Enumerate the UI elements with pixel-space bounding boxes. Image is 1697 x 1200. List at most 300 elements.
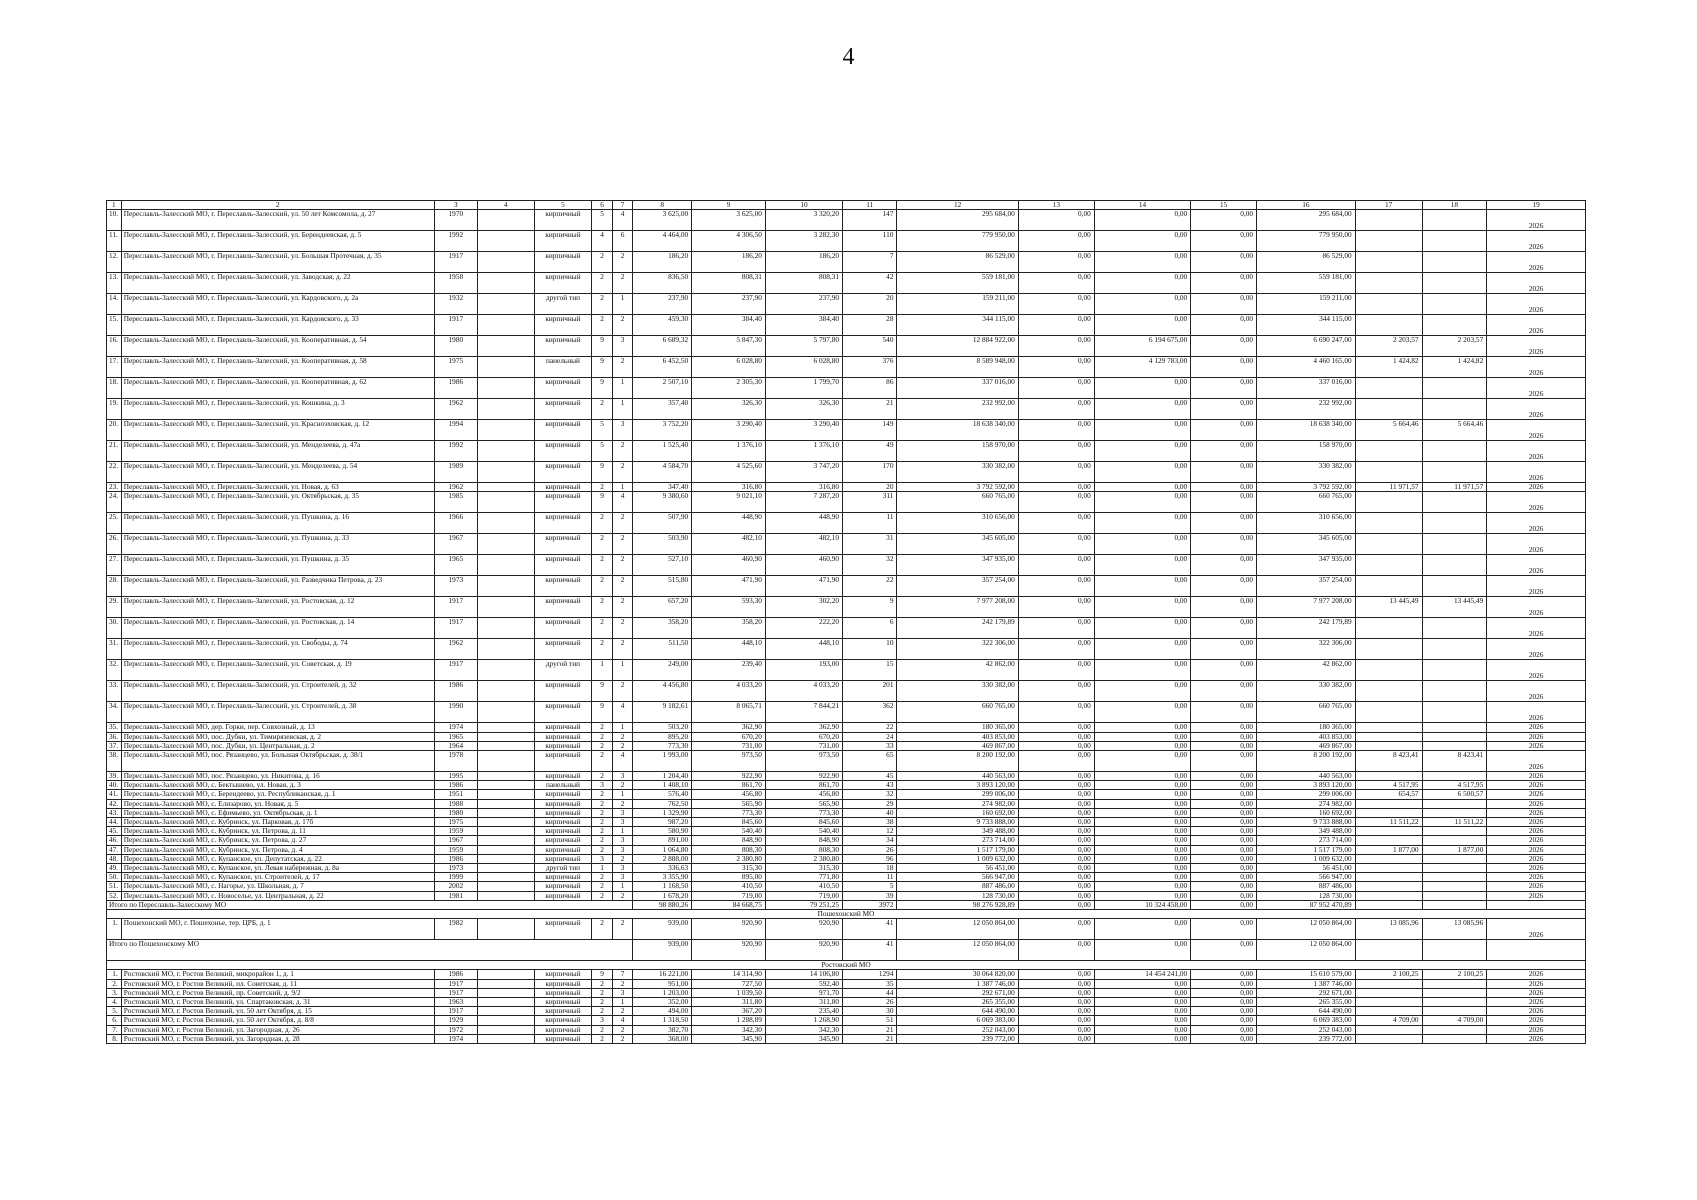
value-cell: 503,90 <box>633 534 692 555</box>
section-title: Ростовский МО <box>107 961 1586 970</box>
value-cell: 5 847,30 <box>692 336 766 357</box>
value-cell: 0,00 <box>1018 555 1094 576</box>
subtotal-cell: 12 050 864,00 <box>1257 940 1356 961</box>
value-cell: 592,40 <box>765 979 842 988</box>
value-cell: 2 203,57 <box>1355 336 1422 357</box>
year-cell: 1980 <box>434 336 477 357</box>
wall-material-cell: кирпичный <box>534 597 592 618</box>
table-body <box>107 210 1586 1044</box>
year-cell: 1973 <box>434 864 477 873</box>
value-cell: 808,30 <box>765 845 842 854</box>
value-cell: 33 <box>843 741 897 750</box>
wall-material-cell: кирпичный <box>534 1025 592 1034</box>
year-cell: 1992 <box>434 231 477 252</box>
table-row <box>107 618 1586 639</box>
value-cell: 4 464,00 <box>633 231 692 252</box>
value-cell: 159 211,00 <box>897 294 1018 315</box>
empty-cell <box>1487 940 1586 961</box>
value-cell: 0,00 <box>1018 534 1094 555</box>
value-cell: 11 971,57 <box>1422 483 1487 492</box>
empty-cell <box>477 681 534 702</box>
value-cell: 0,00 <box>1018 845 1094 854</box>
value-cell <box>1422 979 1487 988</box>
value-cell <box>1422 210 1487 231</box>
row-number: 49. <box>107 864 122 873</box>
floors-cell: 2 <box>592 294 612 315</box>
empty-cell <box>477 336 534 357</box>
value-cell: 0,00 <box>1094 836 1190 845</box>
address-cell: Переславль-Залесский МО, пос. Дубки, ул. Тимирязевская, д. 2 <box>121 732 434 741</box>
row-number: 32. <box>107 660 122 681</box>
column-number-header: 7 <box>612 201 632 210</box>
wall-material-cell: кирпичный <box>534 555 592 576</box>
value-cell: 660 765,00 <box>897 492 1018 513</box>
empty-cell <box>477 741 534 750</box>
value-cell: 0,00 <box>1018 597 1094 618</box>
empty-cell <box>477 781 534 790</box>
value-cell: 0,00 <box>1018 513 1094 534</box>
value-cell: 0,00 <box>1018 919 1094 940</box>
wall-material-cell: кирпичный <box>534 979 592 988</box>
value-cell: 149 <box>843 420 897 441</box>
value-cell: 471,90 <box>765 576 842 597</box>
year-cell: 1994 <box>434 420 477 441</box>
row-number: 46. <box>107 836 122 845</box>
value-cell: 0,00 <box>1094 420 1190 441</box>
value-cell: 21 <box>843 1034 897 1043</box>
value-cell: 3 282,30 <box>765 231 842 252</box>
row-number: 48. <box>107 854 122 863</box>
value-cell: 273 714,00 <box>1257 836 1356 845</box>
value-cell: 2 305,30 <box>692 378 766 399</box>
floors-cell: 2 <box>592 1007 612 1016</box>
value-cell: 26 <box>843 998 897 1007</box>
value-cell: 0,00 <box>1191 854 1257 863</box>
value-cell: 42 862,00 <box>1257 660 1356 681</box>
address-cell: Переславль-Залесский МО, с. Кубринск, ул. Парковая, д. 17б <box>121 818 434 827</box>
value-cell: 147 <box>843 210 897 231</box>
year-cell: 1959 <box>434 845 477 854</box>
value-cell: 384,40 <box>692 315 766 336</box>
value-cell: 6 028,80 <box>692 357 766 378</box>
column-number-header: 11 <box>843 201 897 210</box>
value-cell: 922,90 <box>692 772 766 781</box>
value-cell: 0,00 <box>1191 808 1257 817</box>
value-cell: 0,00 <box>1191 864 1257 873</box>
value-cell <box>1422 462 1487 483</box>
value-cell: 0,00 <box>1191 1034 1257 1043</box>
empty-cell <box>477 854 534 863</box>
value-cell: 0,00 <box>1191 919 1257 940</box>
floors-cell: 2 <box>592 399 612 420</box>
value-cell: 315,30 <box>692 864 766 873</box>
value-cell: 0,00 <box>1094 919 1190 940</box>
column-number-header: 17 <box>1355 201 1422 210</box>
wall-material-cell: кирпичный <box>534 891 592 900</box>
value-cell: 3 752,20 <box>633 420 692 441</box>
floors-cell: 2 <box>592 818 612 827</box>
row-number: 12. <box>107 252 122 273</box>
empty-cell <box>1355 900 1422 909</box>
value-cell: 21 <box>843 399 897 420</box>
value-cell: 56 451,00 <box>1257 864 1356 873</box>
address-cell: Переславль-Залесский МО, с. Новоселье, ул. Центральная, д. 22 <box>121 891 434 900</box>
value-cell: 0,00 <box>1094 210 1190 231</box>
address-cell: Пошехонский МО, г. Пошехонье, тер. ЦРБ, д. 1 <box>121 919 434 940</box>
wall-material-cell: кирпичный <box>534 618 592 639</box>
value-cell: 22 <box>843 723 897 732</box>
subtotal-cell: 939,00 <box>633 940 692 961</box>
value-cell: 29 <box>843 799 897 808</box>
year-cell: 1981 <box>434 891 477 900</box>
value-cell: 773,30 <box>765 808 842 817</box>
floors-cell: 2 <box>592 808 612 817</box>
deadline-cell: 2026 <box>1487 597 1586 618</box>
address-cell: Переславль-Залесский МО, г. Переславль-Залесский, ул. Кошкина, д. 3 <box>121 399 434 420</box>
floors-cell: 5 <box>592 441 612 462</box>
floors-cell: 2 <box>592 799 612 808</box>
floors-cell: 2 <box>592 732 612 741</box>
value-cell <box>1355 882 1422 891</box>
table-row <box>107 441 1586 462</box>
value-cell: 727,50 <box>692 979 766 988</box>
row-number: 44. <box>107 818 122 827</box>
value-cell: 440 563,00 <box>897 772 1018 781</box>
year-cell: 1929 <box>434 1016 477 1025</box>
value-cell: 1 318,50 <box>633 1016 692 1025</box>
value-cell: 559 181,00 <box>1257 273 1356 294</box>
empty-cell <box>1422 940 1487 961</box>
address-cell: Переславль-Залесский МО, г. Переславль-Залесский, ул. Заводская, д. 22 <box>121 273 434 294</box>
value-cell <box>1422 639 1487 660</box>
empty-cell <box>477 273 534 294</box>
row-number: 23. <box>107 483 122 492</box>
year-cell: 1917 <box>434 315 477 336</box>
subtotal-cell: 0,00 <box>1018 900 1094 909</box>
wall-material-cell: кирпичный <box>534 681 592 702</box>
wall-material-cell: кирпичный <box>534 576 592 597</box>
value-cell: 311,80 <box>765 998 842 1007</box>
value-cell: 1 387 746,00 <box>897 979 1018 988</box>
deadline-cell: 2026 <box>1487 252 1586 273</box>
value-cell: 0,00 <box>1094 845 1190 854</box>
value-cell: 322 306,00 <box>1257 639 1356 660</box>
address-cell: Переславль-Залесский МО, пос. Рязанцево, ул. Никитова, д. 16 <box>121 772 434 781</box>
value-cell: 4 033,20 <box>765 681 842 702</box>
address-cell: Переславль-Залесский МО, г. Переславль-Залесский, ул. Кооперативная, д. 62 <box>121 378 434 399</box>
value-cell: 237,90 <box>765 294 842 315</box>
value-cell: 0,00 <box>1191 781 1257 790</box>
row-number: 42. <box>107 799 122 808</box>
value-cell: 0,00 <box>1094 378 1190 399</box>
value-cell: 180 365,00 <box>897 723 1018 732</box>
value-cell <box>1422 681 1487 702</box>
column-number-header: 14 <box>1094 201 1190 210</box>
value-cell: 4 460 165,00 <box>1257 357 1356 378</box>
floors-cell: 2 <box>592 618 612 639</box>
table-row <box>107 336 1586 357</box>
empty-cell <box>477 492 534 513</box>
wall-material-cell: кирпичный <box>534 336 592 357</box>
value-cell <box>1422 891 1487 900</box>
entrances-cell: 4 <box>612 751 632 772</box>
value-cell: 515,80 <box>633 576 692 597</box>
value-cell: 16 221,00 <box>633 970 692 979</box>
entrances-cell: 2 <box>612 919 632 940</box>
value-cell: 922,90 <box>765 772 842 781</box>
empty-cell <box>477 357 534 378</box>
value-cell: 180 365,00 <box>1257 723 1356 732</box>
deadline-cell: 2026 <box>1487 315 1586 336</box>
column-number-header: 2 <box>121 201 434 210</box>
value-cell: 86 529,00 <box>1257 252 1356 273</box>
value-cell: 11 971,57 <box>1355 483 1422 492</box>
value-cell: 39 <box>843 891 897 900</box>
address-cell: Переславль-Залесский МО, г. Переславль-Залесский, ул. Пушкина, д. 35 <box>121 555 434 576</box>
value-cell: 5 664,46 <box>1355 420 1422 441</box>
deadline-cell: 2026 <box>1487 1025 1586 1034</box>
value-cell: 24 <box>843 732 897 741</box>
entrances-cell: 1 <box>612 882 632 891</box>
table-row <box>107 891 1586 900</box>
deadline-cell: 2026 <box>1487 818 1586 827</box>
empty-cell <box>477 808 534 817</box>
wall-material-cell: кирпичный <box>534 732 592 741</box>
year-cell: 1958 <box>434 273 477 294</box>
empty-cell <box>477 891 534 900</box>
table-row <box>107 576 1586 597</box>
value-cell: 128 730,00 <box>897 891 1018 900</box>
value-cell: 51 <box>843 1016 897 1025</box>
floors-cell: 1 <box>592 864 612 873</box>
value-cell: 252 043,00 <box>1257 1025 1356 1034</box>
address-cell: Переславль-Залесский МО, с. Берендеево, ул. Республиканская, д. 1 <box>121 790 434 799</box>
row-number: 28. <box>107 576 122 597</box>
deadline-cell: 2026 <box>1487 882 1586 891</box>
empty-cell <box>477 294 534 315</box>
value-cell: 345 605,00 <box>897 534 1018 555</box>
value-cell <box>1422 827 1487 836</box>
value-cell <box>1422 294 1487 315</box>
value-cell <box>1355 378 1422 399</box>
entrances-cell: 1 <box>612 790 632 799</box>
address-cell: Переславль-Залесский МО, с. Ефимьево, ул. Октябрьская, д. 1 <box>121 808 434 817</box>
value-cell: 10 <box>843 639 897 660</box>
entrances-cell: 3 <box>612 336 632 357</box>
value-cell: 808,30 <box>692 845 766 854</box>
value-cell: 1 993,00 <box>633 751 692 772</box>
value-cell: 311 <box>843 492 897 513</box>
wall-material-cell: кирпичный <box>534 970 592 979</box>
value-cell: 11 511,22 <box>1355 818 1422 827</box>
value-cell: 368,00 <box>633 1034 692 1043</box>
value-cell: 9 <box>843 597 897 618</box>
value-cell: 845,60 <box>765 818 842 827</box>
entrances-cell: 2 <box>612 741 632 750</box>
value-cell: 0,00 <box>1191 772 1257 781</box>
value-cell: 265 355,00 <box>897 998 1018 1007</box>
entrances-cell: 3 <box>612 864 632 873</box>
address-cell: Переславль-Залесский МО, г. Переславль-Залесский, ул. Менделеева, д. 54 <box>121 462 434 483</box>
empty-cell <box>477 534 534 555</box>
value-cell <box>1422 702 1487 723</box>
deadline-cell: 2026 <box>1487 836 1586 845</box>
value-cell: 0,00 <box>1094 660 1190 681</box>
value-cell <box>1355 723 1422 732</box>
address-cell: Переславль-Залесский МО, г. Переславль-Залесский, ул. Строителей, д. 32 <box>121 681 434 702</box>
value-cell: 0,00 <box>1018 315 1094 336</box>
subtotal-cell: 920,90 <box>765 940 842 961</box>
value-cell <box>1422 988 1487 997</box>
address-cell: Переславль-Залесский МО, г. Переславль-Залесский, ул. Кардовского, д. 33 <box>121 315 434 336</box>
wall-material-cell: кирпичный <box>534 741 592 750</box>
value-cell <box>1422 273 1487 294</box>
empty-cell <box>477 597 534 618</box>
empty-cell <box>477 378 534 399</box>
year-cell: 1917 <box>434 597 477 618</box>
value-cell: 448,90 <box>692 513 766 534</box>
floors-cell: 2 <box>592 723 612 732</box>
floors-cell: 2 <box>592 891 612 900</box>
row-number: 2. <box>107 979 122 988</box>
wall-material-cell: кирпичный <box>534 441 592 462</box>
value-cell: 347,40 <box>633 483 692 492</box>
value-cell <box>1422 441 1487 462</box>
row-number: 6. <box>107 1016 122 1025</box>
table-row <box>107 827 1586 836</box>
value-cell: 1 387 746,00 <box>1257 979 1356 988</box>
value-cell: 440 563,00 <box>1257 772 1356 781</box>
value-cell: 295 684,00 <box>897 210 1018 231</box>
value-cell: 660 765,00 <box>897 702 1018 723</box>
empty-cell <box>477 919 534 940</box>
value-cell: 920,90 <box>765 919 842 940</box>
value-cell: 0,00 <box>1094 534 1190 555</box>
row-number: 19. <box>107 399 122 420</box>
year-cell: 1973 <box>434 576 477 597</box>
wall-material-cell: кирпичный <box>534 210 592 231</box>
value-cell: 511,50 <box>633 639 692 660</box>
value-cell: 719,00 <box>692 891 766 900</box>
floors-cell: 2 <box>592 483 612 492</box>
empty-cell <box>477 1025 534 1034</box>
entrances-cell: 3 <box>612 772 632 781</box>
value-cell: 358,20 <box>633 618 692 639</box>
value-cell: 0,00 <box>1191 273 1257 294</box>
value-cell: 20 <box>843 483 897 492</box>
floors-cell: 9 <box>592 336 612 357</box>
value-cell: 0,00 <box>1191 845 1257 854</box>
wall-material-cell: кирпичный <box>534 534 592 555</box>
deadline-cell: 2026 <box>1487 1007 1586 1016</box>
value-cell: 6 069 383,00 <box>1257 1016 1356 1025</box>
floors-cell: 9 <box>592 970 612 979</box>
value-cell: 1 268,90 <box>765 1016 842 1025</box>
value-cell: 540,40 <box>692 827 766 836</box>
value-cell: 362,90 <box>692 723 766 732</box>
value-cell: 49 <box>843 441 897 462</box>
value-cell: 4 517,95 <box>1422 781 1487 790</box>
wall-material-cell: другой тип <box>534 660 592 681</box>
value-cell: 887 486,00 <box>897 882 1018 891</box>
year-cell: 1986 <box>434 854 477 863</box>
value-cell: 448,10 <box>692 639 766 660</box>
address-cell: Переславль-Залесский МО, с. Кубринск, ул. Петрова, д. 27 <box>121 836 434 845</box>
wall-material-cell: кирпичный <box>534 252 592 273</box>
value-cell: 410,50 <box>692 882 766 891</box>
entrances-cell: 2 <box>612 1025 632 1034</box>
deadline-cell: 2026 <box>1487 399 1586 420</box>
value-cell <box>1422 618 1487 639</box>
entrances-cell: 2 <box>612 555 632 576</box>
value-cell <box>1355 772 1422 781</box>
value-cell: 0,00 <box>1094 854 1190 863</box>
entrances-cell: 3 <box>612 818 632 827</box>
value-cell: 0,00 <box>1191 618 1257 639</box>
deadline-cell: 2026 <box>1487 210 1586 231</box>
value-cell: 193,00 <box>765 660 842 681</box>
table-row <box>107 483 1586 492</box>
value-cell: 382,70 <box>633 1025 692 1034</box>
value-cell: 771,80 <box>765 873 842 882</box>
value-cell: 1 009 632,00 <box>1257 854 1356 863</box>
value-cell: 0,00 <box>1018 979 1094 988</box>
table-row <box>107 781 1586 790</box>
value-cell: 43 <box>843 781 897 790</box>
value-cell: 38 <box>843 818 897 827</box>
row-number: 35. <box>107 723 122 732</box>
address-cell: Переславль-Залесский МО, г. Переславль-Залесский, ул. Пушкина, д. 16 <box>121 513 434 534</box>
value-cell: 31 <box>843 534 897 555</box>
value-cell: 2 380,80 <box>692 854 766 863</box>
table-row <box>107 919 1586 940</box>
value-cell <box>1355 1034 1422 1043</box>
deadline-cell: 2026 <box>1487 357 1586 378</box>
value-cell <box>1422 864 1487 873</box>
entrances-cell: 3 <box>612 873 632 882</box>
empty-cell <box>477 751 534 772</box>
floors-cell: 2 <box>592 919 612 940</box>
value-cell: 939,00 <box>633 919 692 940</box>
value-cell: 0,00 <box>1191 357 1257 378</box>
value-cell: 0,00 <box>1191 970 1257 979</box>
address-cell: Переславль-Залесский МО, г. Переславль-Залесский, ул. Новая, д. 63 <box>121 483 434 492</box>
address-cell: Переславль-Залесский МО, с. Елизарово, ул. Новая, д. 5 <box>121 799 434 808</box>
value-cell: 159 211,00 <box>1257 294 1356 315</box>
value-cell: 330 382,00 <box>897 462 1018 483</box>
deadline-cell: 2026 <box>1487 441 1586 462</box>
value-cell: 344 115,00 <box>897 315 1018 336</box>
value-cell: 1 517 179,00 <box>897 845 1018 854</box>
empty-cell <box>1487 900 1586 909</box>
subtotal-cell: 79 251,25 <box>765 900 842 909</box>
table-row <box>107 378 1586 399</box>
value-cell: 0,00 <box>1094 315 1190 336</box>
table-row <box>107 462 1586 483</box>
row-number: 17. <box>107 357 122 378</box>
value-cell: 0,00 <box>1191 492 1257 513</box>
value-cell: 0,00 <box>1191 315 1257 336</box>
entrances-cell: 2 <box>612 639 632 660</box>
address-cell: Переславль-Залесский МО, дер. Горки, пер. Совхозный, д. 13 <box>121 723 434 732</box>
value-cell: 330 382,00 <box>1257 462 1356 483</box>
value-cell: 1 877,00 <box>1422 845 1487 854</box>
value-cell: 657,20 <box>633 597 692 618</box>
year-cell: 1992 <box>434 441 477 462</box>
empty-cell <box>477 660 534 681</box>
floors-cell: 2 <box>592 751 612 772</box>
value-cell: 326,30 <box>765 399 842 420</box>
